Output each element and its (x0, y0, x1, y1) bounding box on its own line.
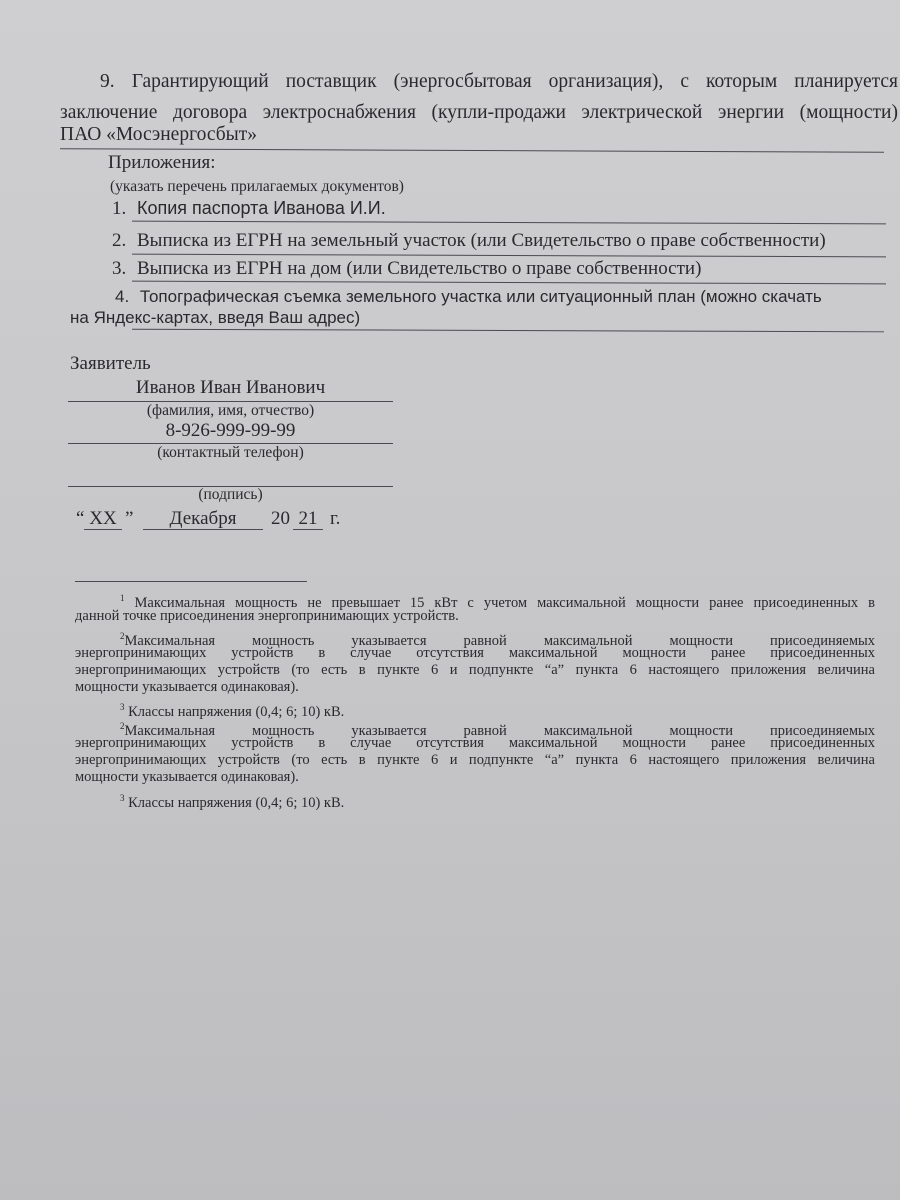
date-month-underline (143, 529, 263, 530)
date-close-quote: ” (125, 508, 134, 529)
supplier-name: ПАО «Мосэнергосбыт» (60, 124, 258, 145)
date-year-underline (293, 529, 323, 530)
date-day-underline (84, 529, 122, 530)
attachment-3 (112, 258, 701, 280)
name-caption: (фамилия, имя, отчество) (146, 402, 315, 419)
footnote-mark: 3 (120, 702, 125, 712)
footnote-2-repeat: $^2$Максимальная мощность указывается равной максимальной мощности присоединяемых (120, 721, 875, 739)
attachment-text: Копия паспорта Иванова И.И. (137, 198, 386, 218)
item-9-line-2: заключение договора электроснабжения (купли-продажи электрической энергии (мощности) (60, 102, 898, 123)
attachment-text: Топографическая съемка земельного участка или ситуационный план (можно скачать (139, 287, 822, 306)
date-month: Декабря (169, 508, 237, 529)
footnote-3-repeat: $^3$ Классы напряжения (0,4; 6; 10) кВ. (120, 793, 345, 811)
footnote-3: $^3$ Классы напряжения (0,4; 6; 10) кВ. (120, 702, 345, 720)
attachment-text: Выписка из ЕГРН на дом (или Свидетельство о праве собственности) (137, 258, 702, 279)
footnote-2: $^2$Максимальная мощность указывается равной максимальной мощности присоединяемых (120, 631, 875, 649)
attachment-4-continued: на Яндекс-картах, введя Ваш адрес) (70, 308, 361, 327)
item-9-line-1: 9. Гарантирующий поставщик (энергосбытовая организация), с которым планируется (100, 71, 899, 92)
footnote-2-repeat-line-4: мощности указывается одинаковая). (75, 769, 299, 785)
footnote-1-line-2: данной точке присоединения энергопринимающих устройств. (75, 608, 459, 624)
footnote-mark: 2 (120, 721, 125, 731)
applicant-phone: 8-926-999-99-99 (165, 420, 296, 441)
footnote-2-line-2: энергопринимающих устройств в случае отсутствия максимальной мощности ранее присоединенных (75, 645, 875, 661)
attachments-title: Приложения: (108, 152, 216, 173)
footnote-mark: 3 (120, 793, 125, 803)
attachment-2 (112, 230, 826, 252)
footnote-2-line-4: мощности указывается одинаковая). (75, 679, 299, 695)
attachment-1 (112, 198, 386, 220)
attachment-number: 2. (112, 230, 127, 251)
footnote-mark: 2 (120, 631, 125, 641)
attachment-1-underline (132, 221, 886, 225)
date-year-abbr: г. (330, 508, 341, 529)
attachment-4-underline (132, 329, 884, 333)
attachment-4 (115, 287, 822, 307)
footnote-separator (75, 581, 307, 582)
phone-caption: (контактный телефон) (157, 444, 304, 461)
attachment-number: 1. (112, 198, 127, 219)
footnote-mark: 1 (120, 593, 125, 603)
item-9-number: 9. (100, 71, 115, 92)
footnote-1: $^1$ Максимальная мощность не превышает 15 кВт с учетом максимальной мощности ранее присоединенных в (120, 593, 875, 611)
attachments-hint: (указать перечень прилагаемых документов) (110, 178, 404, 195)
attachment-number: 3. (112, 258, 127, 279)
signature-caption: (подпись) (198, 486, 263, 503)
footnote-2-line-3: энергопринимающих устройств (то есть в пункте 6 и подпункте “а” пункта 6 настоящего приложения величина (75, 662, 875, 678)
applicant-label: Заявитель (70, 353, 151, 374)
date-year-suffix: 21 (298, 508, 318, 529)
attachment-3-underline (132, 281, 886, 285)
applicant-name: Иванов Иван Иванович (135, 377, 326, 398)
date-open-quote: “ (76, 508, 85, 529)
attachment-2-underline (132, 254, 886, 258)
date-day: XX (89, 508, 117, 529)
footnote-2-repeat-line-3: энергопринимающих устройств (то есть в пункте 6 и подпункте “а” пункта 6 настоящего приложения величина (75, 752, 875, 768)
attachment-number: 4. (115, 287, 130, 306)
date-year-prefix: 20 (271, 508, 290, 529)
attachment-text: Выписка из ЕГРН на земельный участок (или Свидетельство о праве собственности) (137, 230, 826, 251)
footnote-2-repeat-line-2: энергопринимающих устройств в случае отсутствия максимальной мощности ранее присоединенных (75, 735, 875, 751)
